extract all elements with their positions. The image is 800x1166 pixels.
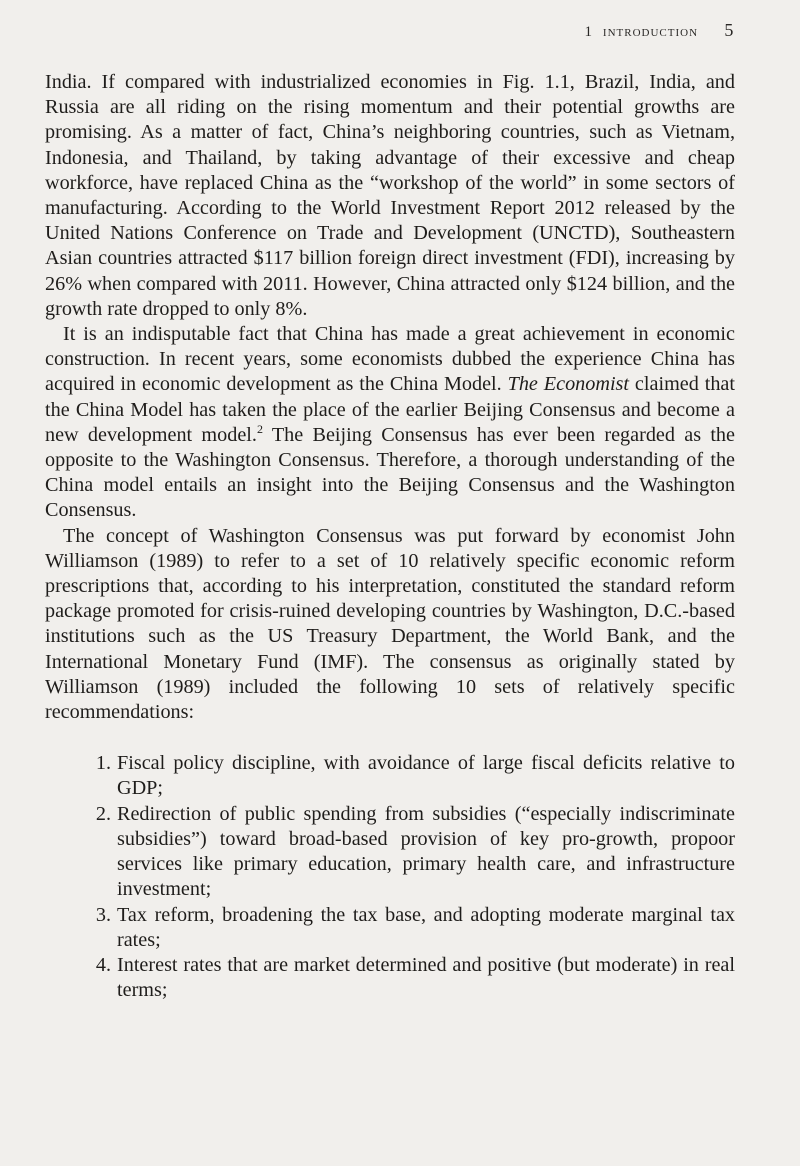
list-item (95, 802, 735, 903)
list-item-text: Fiscal policy discipline, with avoidance of large fiscal deficits relative to GDP; (117, 752, 735, 800)
list-item-number: 1. (95, 752, 111, 775)
chapter-number: 1 (584, 24, 593, 40)
footnote-marker: 2 (256, 422, 263, 437)
publication-title: The Economist (507, 373, 630, 396)
list-item-number: 4. (95, 953, 111, 976)
page-number: 5 (724, 20, 734, 40)
list-item-number: 2. (95, 802, 111, 825)
paragraph-1: India. If compared with industrialized economies in Fig. 1.1, Brazil, India, and Russia are all riding on the rising momentum and their potential growths are promising. As a matter of fact, China’s neighboring countries, such as Vietnam, Indonesia, and Thailand, by taking advantage of their excessive and cheap workforce, have replaced China as the “workshop of the world” in some sectors of manufacturing. According to the World Investment Report 2012 released by the United Nations Conference on Trade and Development (UNCTD), Southeastern Asian countries attracted $117 billion foreign direct investment (FDI), increasing by 26% when compared with 2011. However, China attracted only $124 billion, and the growth rate dropped to only 8%. (45, 71, 735, 320)
paragraph-2 (45, 322, 735, 524)
list-item-text: Interest rates that are market determined and positive (but moderate) in real terms; (117, 953, 735, 1002)
page-body (45, 70, 735, 1003)
running-head (584, 20, 734, 41)
list-item-text: Tax reform, broadening the tax base, and adopting moderate marginal tax rates; (117, 903, 735, 951)
list-item (95, 903, 735, 953)
chapter-title: introduction (602, 24, 699, 40)
list-item (95, 953, 735, 1003)
paragraph-3: The concept of Washington Consensus was put forward by economist John Williamson (1989) to refer to a set of 10 relatively specific economic reform prescriptions that, according to his interpretation, constituted the standard reform package promoted for crisis-ruined developing countries by Washington, D.C.-based institutions such as the US Treasury Department, the World Bank, and the International Monetary Fund (IMF). The consensus as originally stated by Williamson (1989) included the following 10 sets of relatively specific recommendations: (45, 524, 735, 724)
paragraph-2-mid: claimed that the China Model has taken the place of the earlier Beijing Consensus and become a new development model. (45, 373, 735, 446)
list-item (95, 751, 735, 801)
paragraph-2-start: It is an indisputable fact that China has made a great achievement in economic construction. In recent years, some economists dubbed the experience China has acquired in economic development as the China Model. (45, 323, 735, 396)
recommendations-list (45, 751, 735, 1003)
list-item-number: 3. (95, 903, 111, 926)
list-item-text: Redirection of public spending from subsidies (“especially indiscriminate subsidies”) toward broad-based provision of key pro-growth, propoor services like primary education, primary health care, and infrastructure investment; (117, 802, 735, 901)
paragraph-2-end: The Beijing Consensus has ever been regarded as the opposite to the Washington Consensus. Therefore, a thorough understanding of the China model entails an insight into the Beijing Consensus and the Washington Consensus. (45, 423, 735, 522)
